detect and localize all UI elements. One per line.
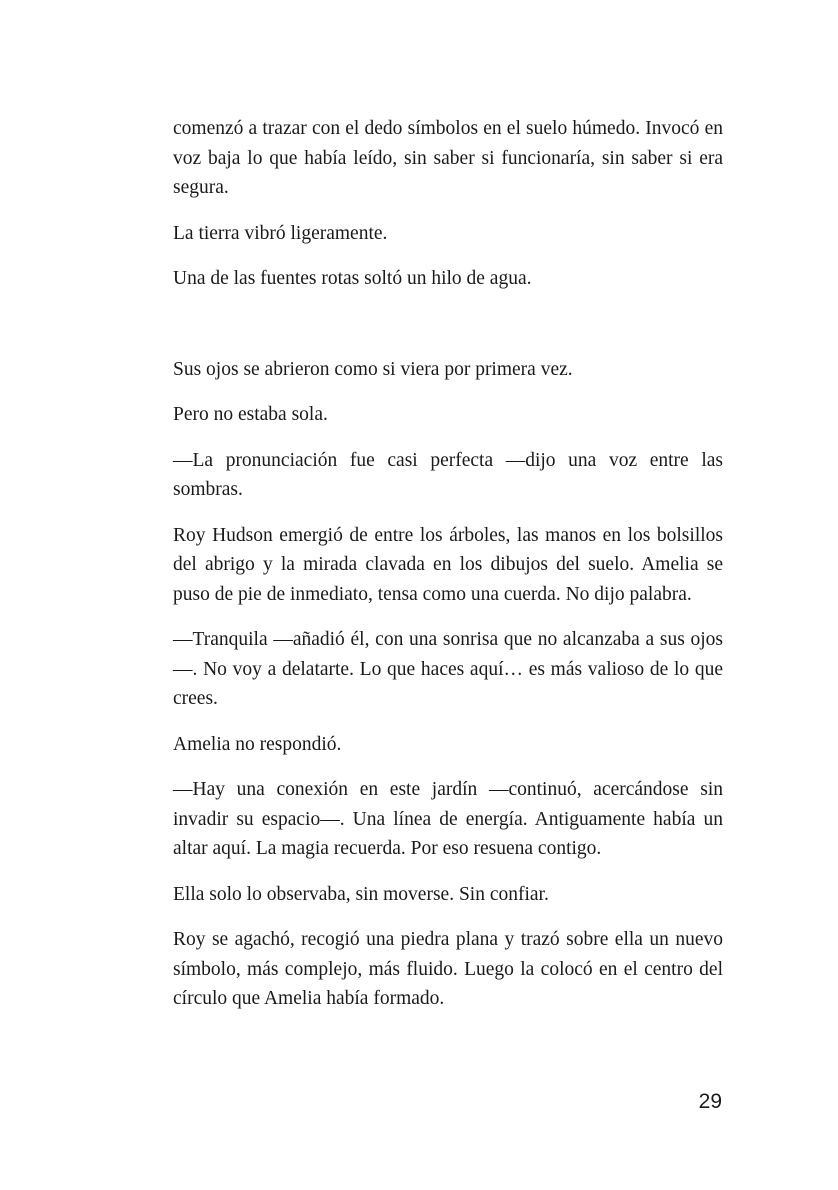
- body-text: [173, 114, 723, 1030]
- paragraph: Ella solo lo observaba, sin moverse. Sin confiar.: [173, 883, 549, 905]
- paragraph: —La pronunciación fue casi perfecta —dijo una voz entre las sombras.: [173, 449, 723, 500]
- paragraph: —Tranquila —añadió él, con una sonrisa que no alcanzaba a sus ojos—. No voy a delatarte. Lo que haces aquí… es más valioso de lo que crees.: [173, 629, 723, 709]
- paragraph: Sus ojos se abrieron como si viera por primera vez.: [173, 358, 573, 380]
- paragraph: Roy se agachó, recogió una piedra plana y trazó sobre ella un nuevo símbolo, más complejo, más fluido. Luego la colocó en el centro del círculo que Amelia había formado.: [173, 929, 723, 1009]
- paragraph: —Hay una conexión en este jardín —continuó, acercándose sin invadir su espacio—. Una línea de energía. Antiguamente había un altar aquí. La magia recuerda. Por eso resuena contigo.: [173, 779, 723, 859]
- paragraph: comenzó a trazar con el dedo símbolos en el suelo húmedo. Invocó en voz baja lo que había leído, sin saber si funcionaría, sin saber si era segura.: [173, 118, 723, 198]
- paragraph: La tierra vibró ligeramente.: [173, 222, 388, 244]
- paragraph: Amelia no respondió.: [173, 733, 342, 755]
- paragraph: Roy Hudson emergió de entre los árboles, las manos en los bolsillos del abrigo y la mirada clavada en los dibujos del suelo. Amelia se puso de pie de inmediato, tensa como una cuerda. No dijo palabra.: [173, 524, 723, 605]
- paragraph: Pero no estaba sola.: [173, 404, 328, 425]
- page-number: 29: [698, 1090, 722, 1113]
- paragraph: Una de las fuentes rotas soltó un hilo de agua.: [173, 268, 532, 289]
